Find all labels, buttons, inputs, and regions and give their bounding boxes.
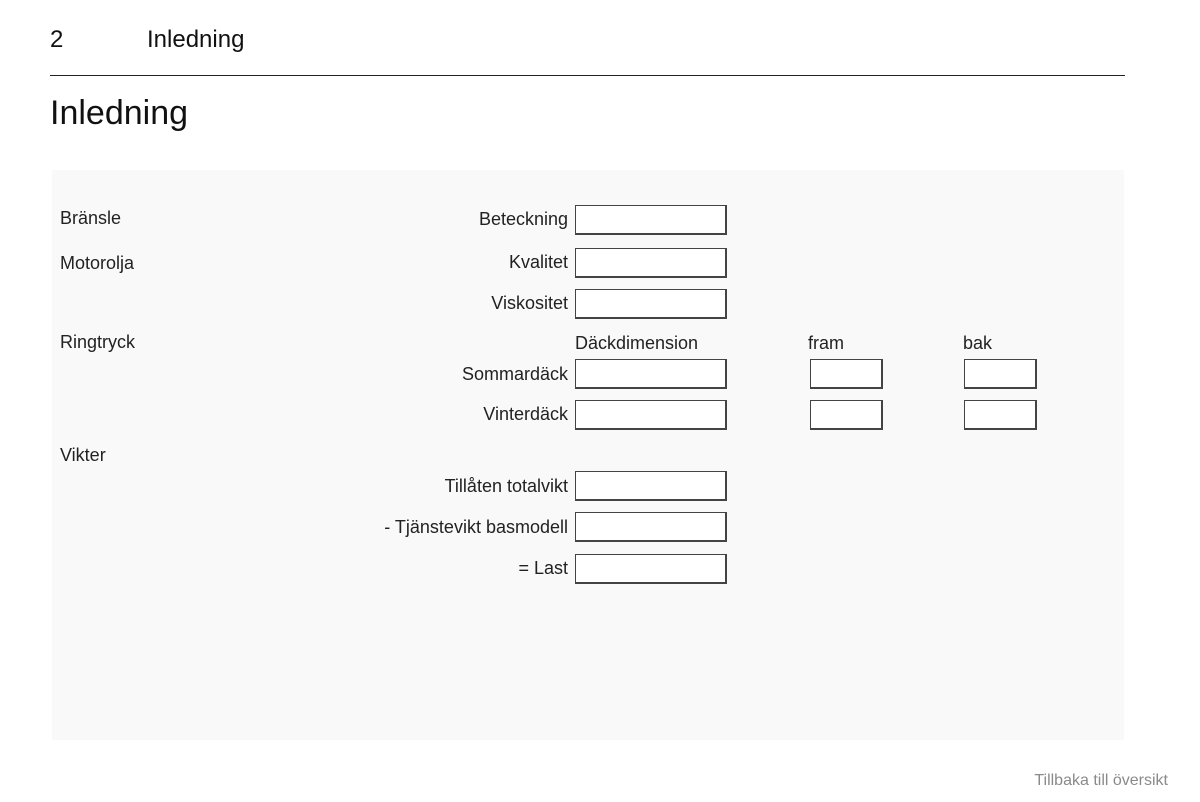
load-field[interactable]	[575, 554, 727, 584]
winter-tires-rear-field[interactable]	[964, 400, 1037, 430]
tire-dimension-heading: Däckdimension	[575, 333, 699, 353]
designation-field[interactable]	[575, 205, 727, 235]
viscosity-label: Viskositet	[491, 293, 568, 313]
page-number: 2	[50, 26, 64, 53]
quality-field[interactable]	[575, 248, 727, 278]
permitted-total-weight-label: Tillåten totalvikt	[444, 476, 568, 496]
winter-tires-front-field[interactable]	[810, 400, 883, 430]
designation-label: Beteckning	[478, 209, 568, 229]
section-weights: Vikter	[60, 445, 106, 465]
base-model-curb-weight-field[interactable]	[575, 512, 727, 542]
section-tire-pressure: Ringtryck	[60, 332, 136, 352]
viscosity-field[interactable]	[575, 289, 727, 319]
back-to-overview-link[interactable]: Tillbaka till översikt	[1034, 772, 1168, 789]
section-engine-oil: Motorolja	[60, 253, 135, 273]
section-fuel: Bränsle	[60, 208, 122, 228]
permitted-total-weight-field[interactable]	[575, 471, 727, 501]
quality-label: Kvalitet	[508, 252, 568, 272]
winter-tires-dimension-field[interactable]	[575, 400, 727, 430]
winter-tires-label: Vinterdäck	[483, 404, 568, 424]
summer-tires-rear-field[interactable]	[964, 359, 1037, 389]
summer-tires-dimension-field[interactable]	[575, 359, 727, 389]
page-title: Inledning	[50, 94, 189, 132]
load-label: = Last	[518, 558, 568, 578]
summer-tires-front-field[interactable]	[810, 359, 883, 389]
running-title: Inledning	[147, 26, 245, 53]
tire-front-heading: fram	[808, 333, 844, 353]
summer-tires-label: Sommardäck	[461, 364, 568, 384]
tire-rear-heading: bak	[963, 333, 993, 353]
header-rule	[50, 75, 1125, 76]
base-model-curb-weight-label: - Tjänstevikt basmodell	[384, 517, 568, 537]
